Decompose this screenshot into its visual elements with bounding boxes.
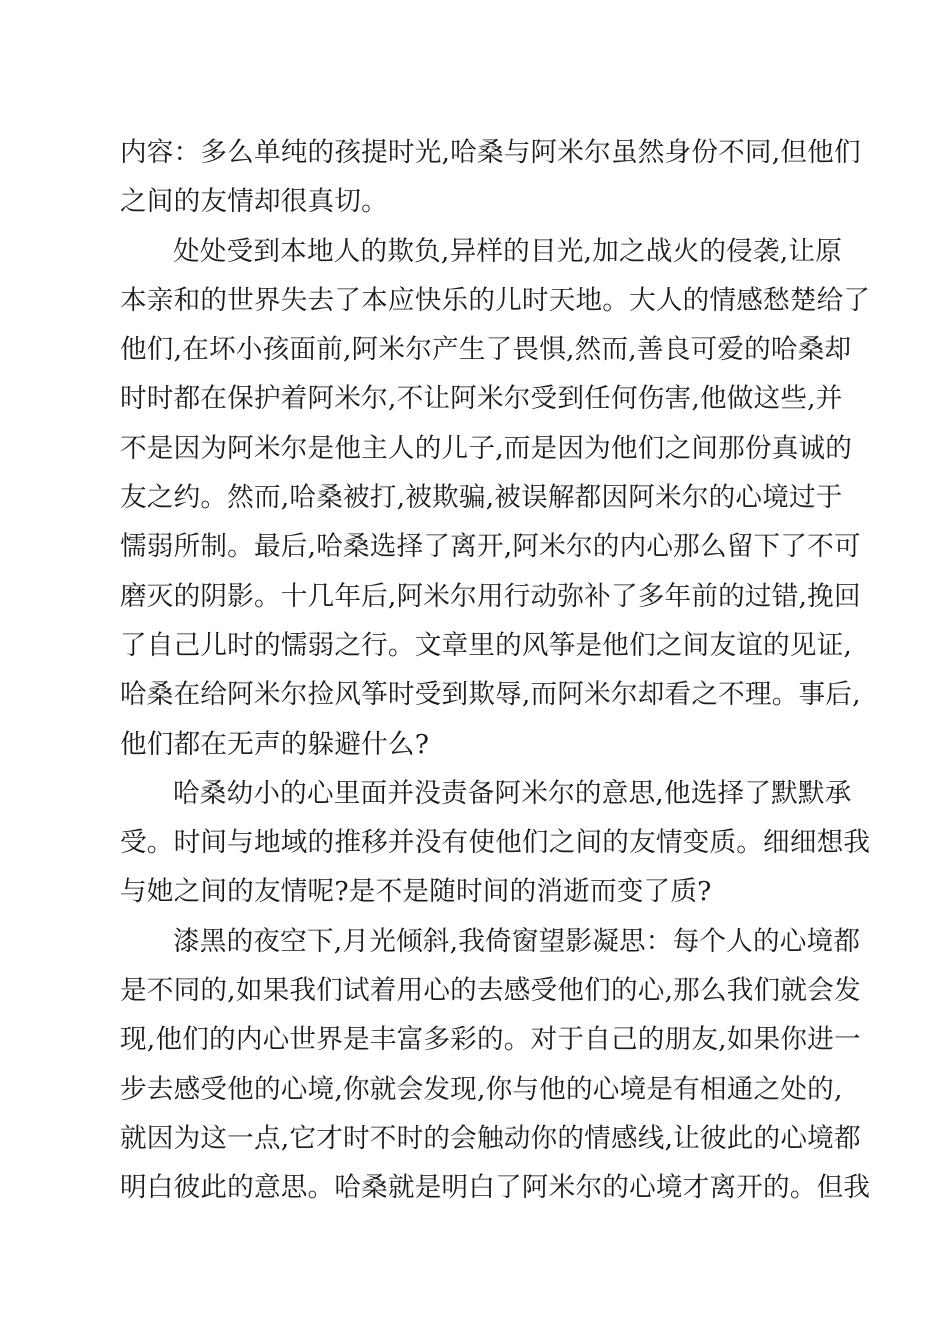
text-line: 哈桑幼小的心里面并没责备阿米尔的意思,他选择了默默承 [173, 777, 852, 809]
text-line: 步去感受他的心境,你就会发现,你与他的心境是有相通之处的, [120, 1073, 843, 1105]
paragraph [120, 128, 861, 227]
text-line: 时时都在保护着阿米尔,不让阿米尔受到任何伤害,他做这些,并 [120, 383, 843, 415]
text-line: 内容：多么单纯的孩提时光,哈桑与阿米尔虽然身份不同,但他们 [120, 137, 861, 168]
text-line: 他们,在坏小孩面前,阿米尔产生了畏惧,然而,善良可爱的哈桑却 [120, 334, 852, 366]
text-line: 友之约。然而,哈桑被打,被欺骗,被误解都因阿米尔的心境过于 [120, 482, 843, 514]
text-line: 不是因为阿米尔是他主人的儿子,而是因为他们之间那份真诚的 [120, 432, 853, 464]
paragraph [120, 917, 871, 1213]
text-line: 明白彼此的意思。哈桑就是明白了阿米尔的心境才离开的。但我 [120, 1172, 871, 1204]
text-line: 本亲和的世界失去了本应快乐的儿时天地。大人的情感愁楚给了 [120, 284, 871, 316]
text-line: 漆黑的夜空下,月光倾斜,我倚窗望影凝思：每个人的心境都 [173, 925, 861, 957]
text-line: 现,他们的内心世界是丰富多彩的。对于自己的朋友,如果你进一 [120, 1024, 861, 1056]
text-line: 就因为这一点,它才时不时的会触动你的情感线,让彼此的心境都 [120, 1122, 861, 1154]
paragraph [120, 227, 871, 769]
paragraph [120, 769, 871, 917]
text-line: 是不同的,如果我们试着用心的去感受他们的心,那么我们就会发 [120, 975, 861, 1007]
text-line: 哈桑在给阿米尔捡风筝时受到欺辱,而阿米尔却看之不理。事后, [120, 679, 861, 711]
text-line: 处处受到本地人的欺负,异样的目光,加之战火的侵袭,让原 [173, 235, 843, 267]
text-line: 磨灭的阴影。十几年后,阿米尔用行动弥补了多年前的过错,挽回 [120, 580, 861, 612]
text-line: 了自己儿时的懦弱之行。文章里的风筝是他们之间友谊的见证, [120, 629, 853, 661]
text-line: 之间的友情却很真切。 [120, 186, 388, 218]
text-line: 受。时间与地域的推移并没有使他们之间的友情变质。细细想我 [120, 827, 871, 859]
text-line: 他们都在无声的躲避什么? [120, 728, 430, 760]
text-line: 与她之间的友情呢?是不是随时间的消逝而变了质? [120, 876, 712, 908]
text-line: 懦弱所制。最后,哈桑选择了离开,阿米尔的内心那么留下了不可 [120, 531, 861, 563]
document-body [120, 128, 871, 1213]
